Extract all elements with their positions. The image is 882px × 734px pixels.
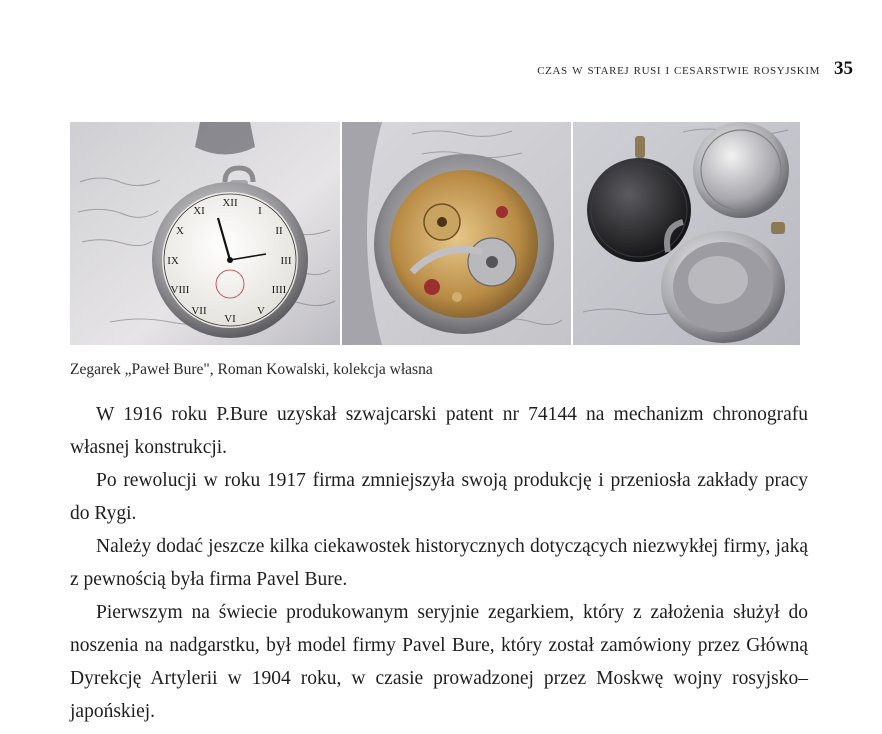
body-text xyxy=(70,398,808,728)
open-watch-cases-photo xyxy=(573,122,800,345)
svg-text:VI: VI xyxy=(224,313,236,325)
paragraph: Należy dodać jeszcze kilka ciekawostek historycznych dotyczących niezwykłej firmy, jaką z pewnością była firma Pavel Bure. xyxy=(70,536,808,590)
svg-text:IX: IX xyxy=(167,255,179,267)
svg-text:XII: XII xyxy=(222,197,238,209)
running-title: czas w starej rusi i cesarstwie rosyjskim xyxy=(537,62,820,78)
svg-text:I: I xyxy=(258,205,262,217)
photo-strip xyxy=(70,122,800,345)
paragraph: W 1916 roku P.Bure uzyskał szwajcarski patent nr 74144 na mechanizm chronografu własnej konstrukcji. xyxy=(70,404,808,458)
svg-text:VIII: VIII xyxy=(170,284,190,296)
svg-text:VII: VII xyxy=(191,305,207,317)
svg-text:XI: XI xyxy=(193,205,205,217)
paragraph: Po rewolucji w roku 1917 firma zmniejszyła swoją produkcję i przeniosła zakłady pracy do Rygi. xyxy=(70,470,808,524)
svg-text:III: III xyxy=(280,255,292,267)
paragraph: Pierwszym na świecie produkowanym seryjnie zegarkiem, który z założenia służył do noszenia na nadgarstku, był model firmy Pavel Bure, który został zamówiony przez Główną Dyrekcję Artylerii w 1904 roku, w czasie prowadzonej przez Moskwę wojny rosyjsko–japońskiej. xyxy=(70,602,808,722)
svg-text:V: V xyxy=(257,305,265,317)
svg-text:X: X xyxy=(176,225,184,237)
running-head xyxy=(537,58,853,80)
page-number: 35 xyxy=(834,58,853,79)
figure-caption: Zegarek „Paweł Bure", Roman Kowalski, kolekcja własna xyxy=(70,361,433,378)
svg-text:II: II xyxy=(275,225,283,237)
svg-text:IIII: IIII xyxy=(271,284,287,296)
pocket-watch-dial-photo xyxy=(70,122,340,345)
watch-movement-photo xyxy=(342,122,571,345)
